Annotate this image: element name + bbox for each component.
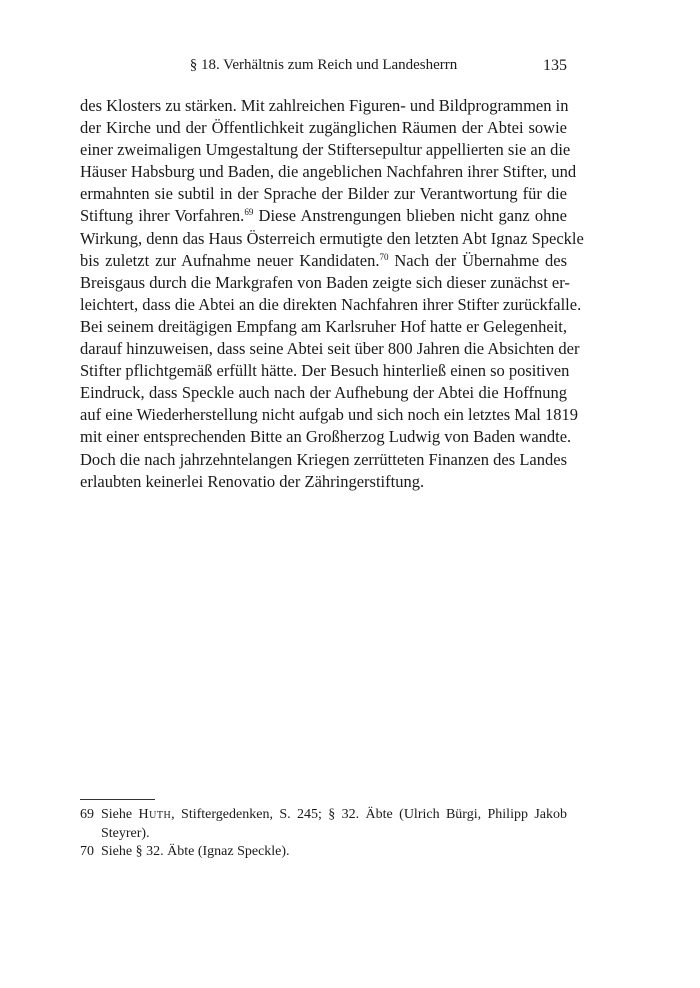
footnote [80,806,567,825]
text-line: ermahnten sie subtil in der Sprache der Bilder zur Verantwortung für die [80,184,567,204]
text-segment: bis zuletzt zur Aufnahme neuer Kandidaten. [80,250,380,270]
text-line [80,205,567,227]
footnote-continuation: Steyrer). [101,825,150,841]
text-line: Häuser Habsburg und Baden, die angeblichen Nachfahren ihrer Stifter, und [80,162,577,182]
text-line: der Kirche und der Öffentlichkeit zugänglichen Räumen der Abtei sowie [80,118,567,138]
text-line: darauf hinzuweisen, dass seine Abtei seit über 800 Jahren die Absichten der [80,339,580,359]
text-line: des Klosters zu stärken. Mit zahlreichen Figuren- und Bildprogrammen in [80,96,569,115]
text-line: Wirkung, denn das Haus Österreich ermutigte den letzten Abt Ignaz Speckle [80,228,584,248]
text-line: Bei seinem dreitägigen Empfang am Karlsruher Hof hatte er Gelegenheit, [80,316,567,336]
text-line: erlaubten keinerlei Renovatio der Zähringerstiftung. [80,471,425,491]
footnote-number: 70 [80,844,94,859]
text-segment: Stiftung ihrer Vorfahren. [80,206,245,226]
text-line: einer zweimaligen Umgestaltung der Stiftersepultur appellierten sie an die [80,140,571,160]
footnote-marker: 70 [379,251,389,262]
text-segment: Nach der Übernahme des [388,250,567,270]
text-line: Eindruck, dass Speckle auch nach der Aufhebung der Abtei die Hoffnung [80,383,567,403]
text-line: leichtert, dass die Abtei an die direkten Nachfahren ihrer Stifter zurückfalle. [80,294,582,314]
footnote [80,843,567,862]
text-line: Doch die nach jahrzehntelangen Kriegen zerrütteten Finanzen des Landes [80,449,567,469]
footnote-text: Siehe [101,807,139,822]
text-segment: Diese Anstrengungen blieben nicht ganz ohne [253,206,568,226]
footnote-divider [80,799,155,800]
text-line: Breisgaus durch die Markgrafen von Baden zeigte sich dieser zunächst er- [80,272,570,292]
text-line: mit einer entsprechenden Bitte an Großherzog Ludwig von Baden wandte. [80,427,572,447]
footnote-marker: 69 [244,207,254,218]
footnotes [80,806,567,862]
footnote-text: , Stiftergedenken, S. 245; § 32. Äbte (Ulrich Bürgi, Philipp Jakob [171,807,568,822]
text-line: Stifter pflichtgemäß erfüllt hätte. Der Besuch hinterließ einen so positiven [80,361,570,381]
main-text [80,95,584,493]
page-header [80,57,567,81]
text-line: auf eine Wiederherstellung nicht aufgab und sich noch ein letztes Mal 1819 [80,405,578,425]
footnote-author: Huth [138,807,172,822]
running-head: § 18. Verhältnis zum Reich und Landesherrn [189,57,458,73]
footnote-text: Siehe § 32. Äbte (Ignaz Speckle). [101,844,290,859]
page-number: 135 [543,57,567,74]
footnote-number: 69 [80,807,94,822]
text-line [80,250,567,272]
